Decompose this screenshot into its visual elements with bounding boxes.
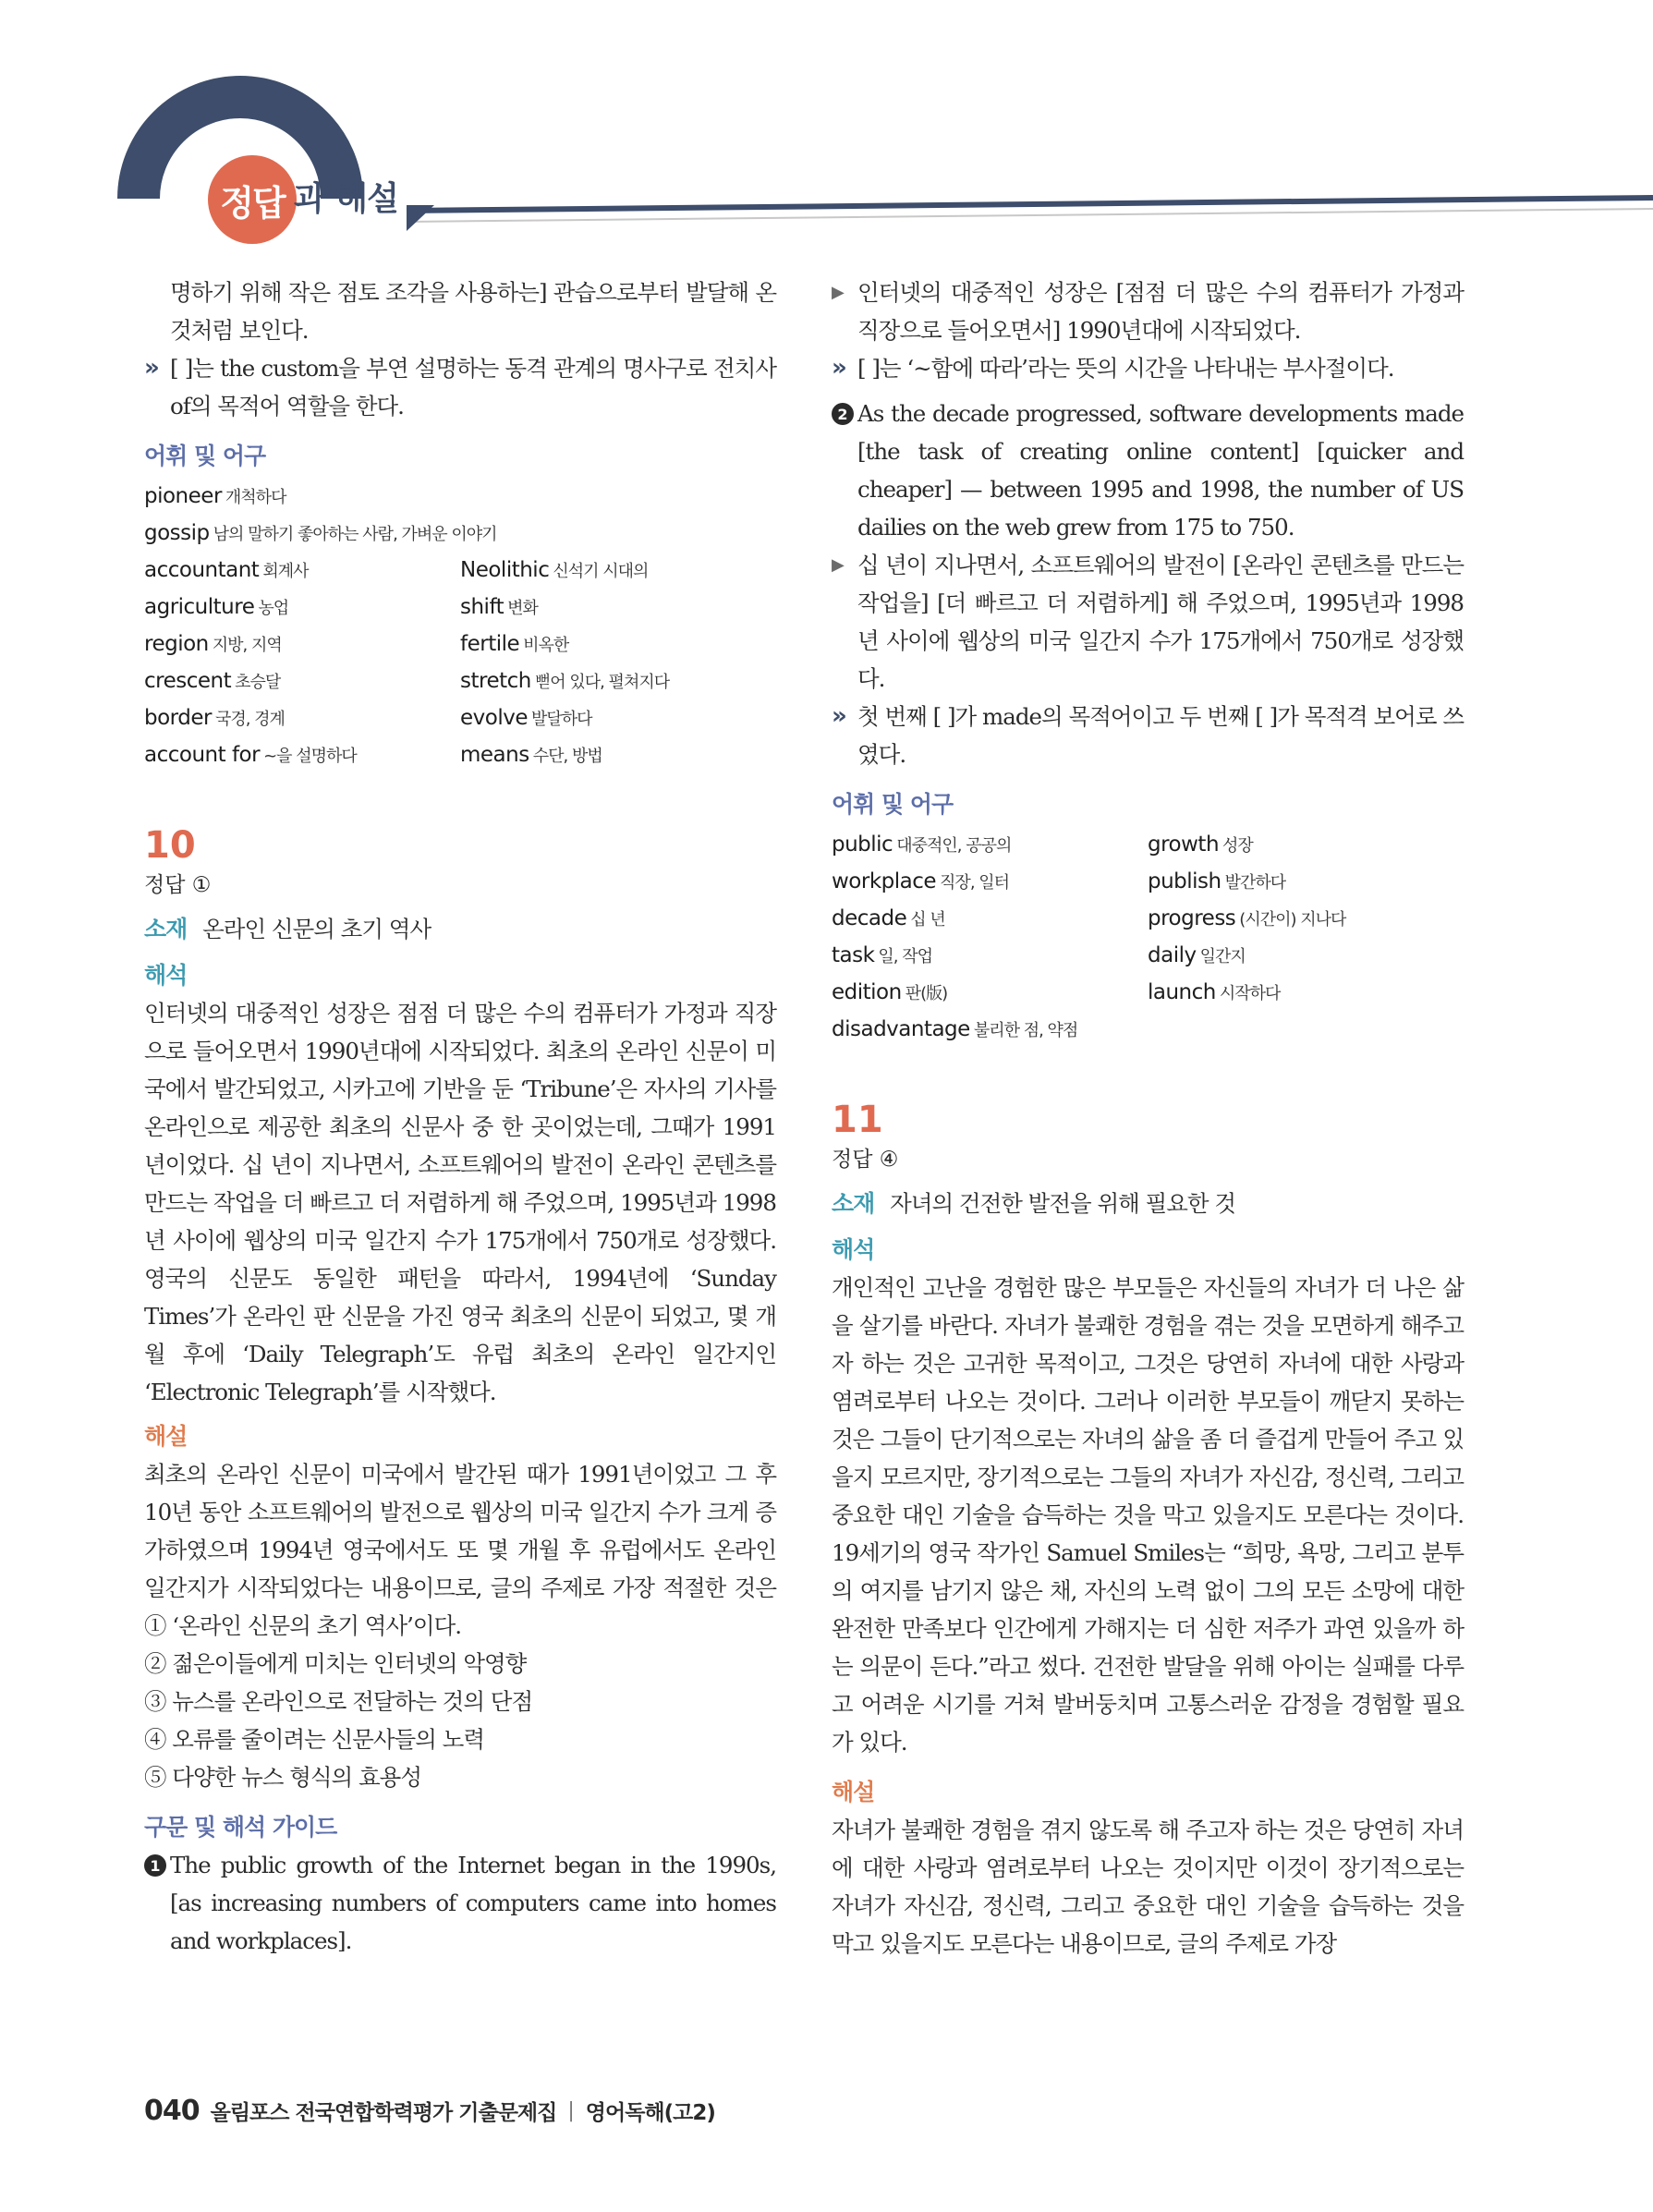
vocab-item xyxy=(144,700,460,737)
topic-row xyxy=(144,909,776,950)
vocab-meaning: 국경, 경계 xyxy=(214,710,285,729)
vocab-item xyxy=(832,827,1148,864)
vocab-word: edition xyxy=(832,980,902,1004)
question-number: 11 xyxy=(832,1099,883,1141)
vocab-word: stretch xyxy=(460,669,531,693)
footer-separator: | xyxy=(567,2098,575,2122)
vocab-word: agriculture xyxy=(144,595,255,619)
vocab-meaning: ~을 설명하다 xyxy=(263,747,357,766)
header-title: 과 해설 xyxy=(294,180,398,218)
explanation-heading: 해설 xyxy=(144,1423,188,1450)
vocab-word: workplace xyxy=(832,869,937,893)
vocab-meaning: 신석기 시대의 xyxy=(553,562,649,581)
page-footer xyxy=(144,2090,715,2131)
topic-text: 자녀의 건전한 발전을 위해 필요한 것 xyxy=(890,1190,1236,1217)
vocab-heading: 어휘 및 어구 xyxy=(832,791,954,818)
double-chevron-icon: » xyxy=(144,354,154,382)
translation-heading: 해석 xyxy=(144,962,188,989)
vocab-item xyxy=(460,737,776,774)
vocab-meaning: 시작하다 xyxy=(1219,984,1281,1003)
topic-label: 소재 xyxy=(832,1190,875,1217)
vocab-word: fertile xyxy=(460,632,520,656)
vocab-item xyxy=(832,864,1148,901)
vocab-meaning: 남의 말하기 좋아하는 사람, 가벼운 이야기 xyxy=(213,525,497,544)
vocab-meaning: 직장, 일터 xyxy=(940,873,1010,893)
vocab-item xyxy=(144,663,460,700)
vocab-meaning: 초승달 xyxy=(235,673,281,692)
vocab-meaning: 뻗어 있다, 펼쳐지다 xyxy=(534,673,670,692)
guide-sentence-text: The public growth of the Internet began in the 1990s, [as increasing numbers of computers came into homes and workplaces]. xyxy=(170,1852,776,1954)
vocab-word: progress xyxy=(1148,906,1236,930)
number-2-icon: 2 xyxy=(832,403,854,425)
vocab-item xyxy=(1148,864,1464,901)
vocab-word: border xyxy=(144,706,212,730)
guide-sentence-2-text: As the decade progressed, software developments made [the task of creating online content] [quicker and cheaper] — between 1995 and 1998, the number of US dailies on the web grew from 175 to 750. xyxy=(857,400,1464,541)
vocab-item xyxy=(832,901,1148,938)
right-column xyxy=(832,273,1464,1963)
vocab-list xyxy=(832,827,1464,1049)
vocab-meaning: 불리한 점, 약점 xyxy=(973,1021,1078,1040)
vocab-meaning: 성장 xyxy=(1222,836,1253,856)
vocab-item xyxy=(144,589,460,626)
topic-row xyxy=(832,1184,1464,1224)
vocab-meaning: 비옥한 xyxy=(523,636,569,655)
guide-2-note xyxy=(832,698,1464,773)
vocab-item xyxy=(460,626,776,663)
book-title: 올림포스 전국연합학력평가 기출문제집 xyxy=(210,2100,557,2125)
vocab-word: Neolithic xyxy=(460,558,550,582)
option-5: ⑤ 다양한 뉴스 형식의 효용성 xyxy=(144,1764,421,1791)
vocab-item xyxy=(832,1012,1464,1049)
vocab-meaning: 판(版) xyxy=(905,984,948,1003)
subject-title: 영어독해(고2) xyxy=(585,2100,715,2125)
vocab-item xyxy=(460,553,776,589)
double-chevron-icon: » xyxy=(832,702,842,730)
answer-badge: 정답 xyxy=(208,155,297,244)
question-number: 10 xyxy=(144,824,196,867)
guide-heading: 구문 및 해석 가이드 xyxy=(144,1814,337,1841)
vocab-item xyxy=(144,553,460,589)
vocab-meaning: 농업 xyxy=(258,599,289,618)
vocab-meaning: 일, 작업 xyxy=(878,947,933,966)
continued-translation: 명하기 위해 작은 점토 조각을 사용하는] 관습으로부터 발달해 온 것처럼 보인다. xyxy=(170,279,776,344)
vocab-item xyxy=(460,663,776,700)
explanation-heading: 해설 xyxy=(832,1779,875,1805)
vocab-word: evolve xyxy=(460,706,528,730)
vocab-meaning: 발간하다 xyxy=(1224,873,1286,893)
vocab-word: shift xyxy=(460,595,504,619)
guide-2-note-text: 첫 번째 [ ]가 made의 목적어이고 두 번째 [ ]가 목적격 보어로 쓰였다. xyxy=(857,703,1464,768)
guide-sentence-1 xyxy=(144,1846,776,1960)
option-4: ④ 오류를 줄이려는 신문사들의 노력 xyxy=(144,1726,484,1753)
vocab-heading: 어휘 및 어구 xyxy=(144,443,266,469)
guide-2-translation-text: 십 년이 지나면서, 소프트웨어의 발전이 [온라인 콘텐츠를 만드는 작업을] [더 빠르고 더 저렴하게] 해 주었으며, 1995년과 1998년 사이에 웹상의 미국 일간지 수가 175개에서 750개로 성장했다. xyxy=(857,552,1464,692)
vocab-meaning: 일간지 xyxy=(1199,947,1246,966)
translation-text: 인터넷의 대중적인 성장은 점점 더 많은 수의 컴퓨터가 가정과 직장으로 들어오면서 1990년대에 시작되었다. 최초의 온라인 신문이 미국에서 발간되었고, 시카고에 기반을 둔 ‘Tribune’은 자사의 기사를 온라인으로 제공한 최초의 신문사 중 한 곳이었는데, 그때가 1991년이었다. 십 년이 지나면서, 소프트웨어의 발전이 온라인 콘텐츠를 만드는 작업을 더 빠르고 더 저렴하게 해 주었으며, 1995년과 1998년 사이에 웹상의 미국 일간지 수가 175개에서 750개로 성장했다. 영국의 신문도 동일한 패턴을 따라서, 1994년에 ‘Sunday Times’가 온라인 판 신문을 가진 영국 최초의 신문이 되었고, 몇 개월 후에 ‘Daily Telegraph’도 유럽 최초의 온라인 일간지인 ‘Electronic Telegraph’를 시작했다. xyxy=(144,1000,776,1405)
vocab-meaning: 지방, 지역 xyxy=(212,636,282,655)
option-2: ② 젊은이들에게 미치는 인터넷의 악영향 xyxy=(144,1650,527,1677)
vocab-item xyxy=(144,737,460,774)
answer-line: 정답 ④ xyxy=(832,1148,899,1172)
vocab-word: launch xyxy=(1148,980,1216,1004)
vocab-item xyxy=(1148,938,1464,975)
guide-1-translation xyxy=(832,273,1464,349)
vocab-item xyxy=(1148,975,1464,1012)
vocab-word: account for xyxy=(144,743,261,767)
vocab-word: gossip xyxy=(144,521,210,545)
guide-1-translation-text: 인터넷의 대중적인 성장은 [점점 더 많은 수의 컴퓨터가 가정과 직장으로 들어오면서] 1990년대에 시작되었다. xyxy=(857,279,1464,344)
vocab-word: task xyxy=(832,943,875,967)
vocab-word: decade xyxy=(832,906,907,930)
explanation-text: 최초의 온라인 신문이 미국에서 발간된 때가 1991년이었고 그 후 10년 동안 소프트웨어의 발전으로 웹상의 미국 일간지 수가 크게 증가하였으며 1994년 영국에서도 또 몇 개월 후 유럽에서도 온라인 일간지가 시작되었다는 내용이므로, 글의 주제로 가장 적절한 것은 ① ‘온라인 신문의 초기 역사’이다. xyxy=(144,1461,776,1639)
answer-line: 정답 ① xyxy=(144,873,212,897)
translation-heading: 해석 xyxy=(832,1236,875,1263)
vocab-item xyxy=(460,589,776,626)
vocab-meaning: 수단, 방법 xyxy=(532,747,602,766)
vocab-meaning: 발달하다 xyxy=(531,710,592,729)
page-header xyxy=(0,0,1653,240)
vocab-meaning: 십 년 xyxy=(910,910,945,930)
page-number: 040 xyxy=(144,2094,200,2127)
triangle-icon: ▶ xyxy=(832,555,845,575)
vocab-item xyxy=(1148,827,1464,864)
left-column xyxy=(144,273,776,1960)
vocab-meaning: (시간이) 지나다 xyxy=(1239,910,1346,930)
guide-1-note-text: [ ]는 ‘~함에 따라’라는 뜻의 시간을 나타내는 부사절이다. xyxy=(857,355,1394,382)
vocab-word: public xyxy=(832,833,893,857)
vocab-word: crescent xyxy=(144,669,232,693)
vocab-item xyxy=(144,479,776,516)
translation-text: 개인적인 고난을 경험한 많은 부모들은 자신들의 자녀가 더 나은 삶을 살기를 바란다. 자녀가 불쾌한 경험을 겪는 것을 모면하게 해주고자 하는 것은 고귀한 목적이고, 그것은 당연히 자녀에 대한 사랑과 염려로부터 나오는 것이다. 그러나 이러한 부모들이 깨닫지 못하는 것은 그들이 단기적으로는 자녀의 삶을 좀 더 즐겁게 만들어 주고 있을지 모르지만, 장기적으로는 그들의 자녀가 자신감, 정신력, 그리고 중요한 대인 기술을 습득하는 것을 막고 있을지도 모른다는 것이다. 19세기의 영국 작가인 Samuel Smiles는 “희망, 욕망, 그리고 분투의 여지를 남기지 않은 채, 자신의 노력 없이 그의 모든 소망에 대한 완전한 만족보다 인간에게 가해지는 더 심한 저주가 과연 있을까 하는 의문이 든다.”라고 썼다. 건전한 발달을 위해 아이는 실패를 다루고 어려운 시기를 거쳐 발버둥치며 고통스러운 감정을 경험할 필요가 있다. xyxy=(832,1274,1464,1756)
number-1-icon: 1 xyxy=(144,1854,166,1877)
vocab-word: growth xyxy=(1148,833,1220,857)
vocab-word: region xyxy=(144,632,209,656)
vocab-item xyxy=(144,626,460,663)
grammar-note xyxy=(144,349,776,425)
option-3: ③ 뉴스를 온라인으로 전달하는 것의 단점 xyxy=(144,1688,533,1715)
vocab-item xyxy=(832,938,1148,975)
vocab-item xyxy=(832,975,1148,1012)
explanation-text: 자녀가 불쾌한 경험을 겪지 않도록 해 주고자 하는 것은 당연히 자녀에 대한 사랑과 염려로부터 나오는 것이지만 이것이 장기적으로는 자녀가 자신감, 정신력, 그리고 중요한 대인 기술을 습득하는 것을 막고 있을지도 모른다는 내용이므로, 글의 주제로 가장 xyxy=(832,1817,1464,1957)
double-chevron-icon: » xyxy=(832,354,842,382)
vocab-word: disadvantage xyxy=(832,1017,970,1041)
grammar-note-text: [ ]는 the custom을 부연 설명하는 동격 관계의 명사구로 전치사 of의 목적어 역할을 한다. xyxy=(170,355,776,419)
vocab-item xyxy=(1148,901,1464,938)
vocab-word: publish xyxy=(1148,869,1222,893)
vocab-word: daily xyxy=(1148,943,1197,967)
vocab-list xyxy=(144,479,776,774)
guide-sentence-2 xyxy=(832,395,1464,546)
topic-text: 온라인 신문의 초기 역사 xyxy=(202,916,431,942)
triangle-icon: ▶ xyxy=(832,283,845,302)
vocab-word: accountant xyxy=(144,558,260,582)
vocab-word: pioneer xyxy=(144,484,222,508)
vocab-meaning: 개척하다 xyxy=(225,488,286,507)
vocab-meaning: 회계사 xyxy=(262,562,309,581)
vocab-meaning: 대중적인, 공공의 xyxy=(896,836,1012,856)
vocab-meaning: 변화 xyxy=(507,599,538,618)
vocab-item xyxy=(460,700,776,737)
guide-1-note xyxy=(832,349,1464,387)
topic-label: 소재 xyxy=(144,916,188,942)
vocab-item xyxy=(144,516,776,553)
guide-2-translation xyxy=(832,546,1464,698)
vocab-word: means xyxy=(460,743,529,767)
